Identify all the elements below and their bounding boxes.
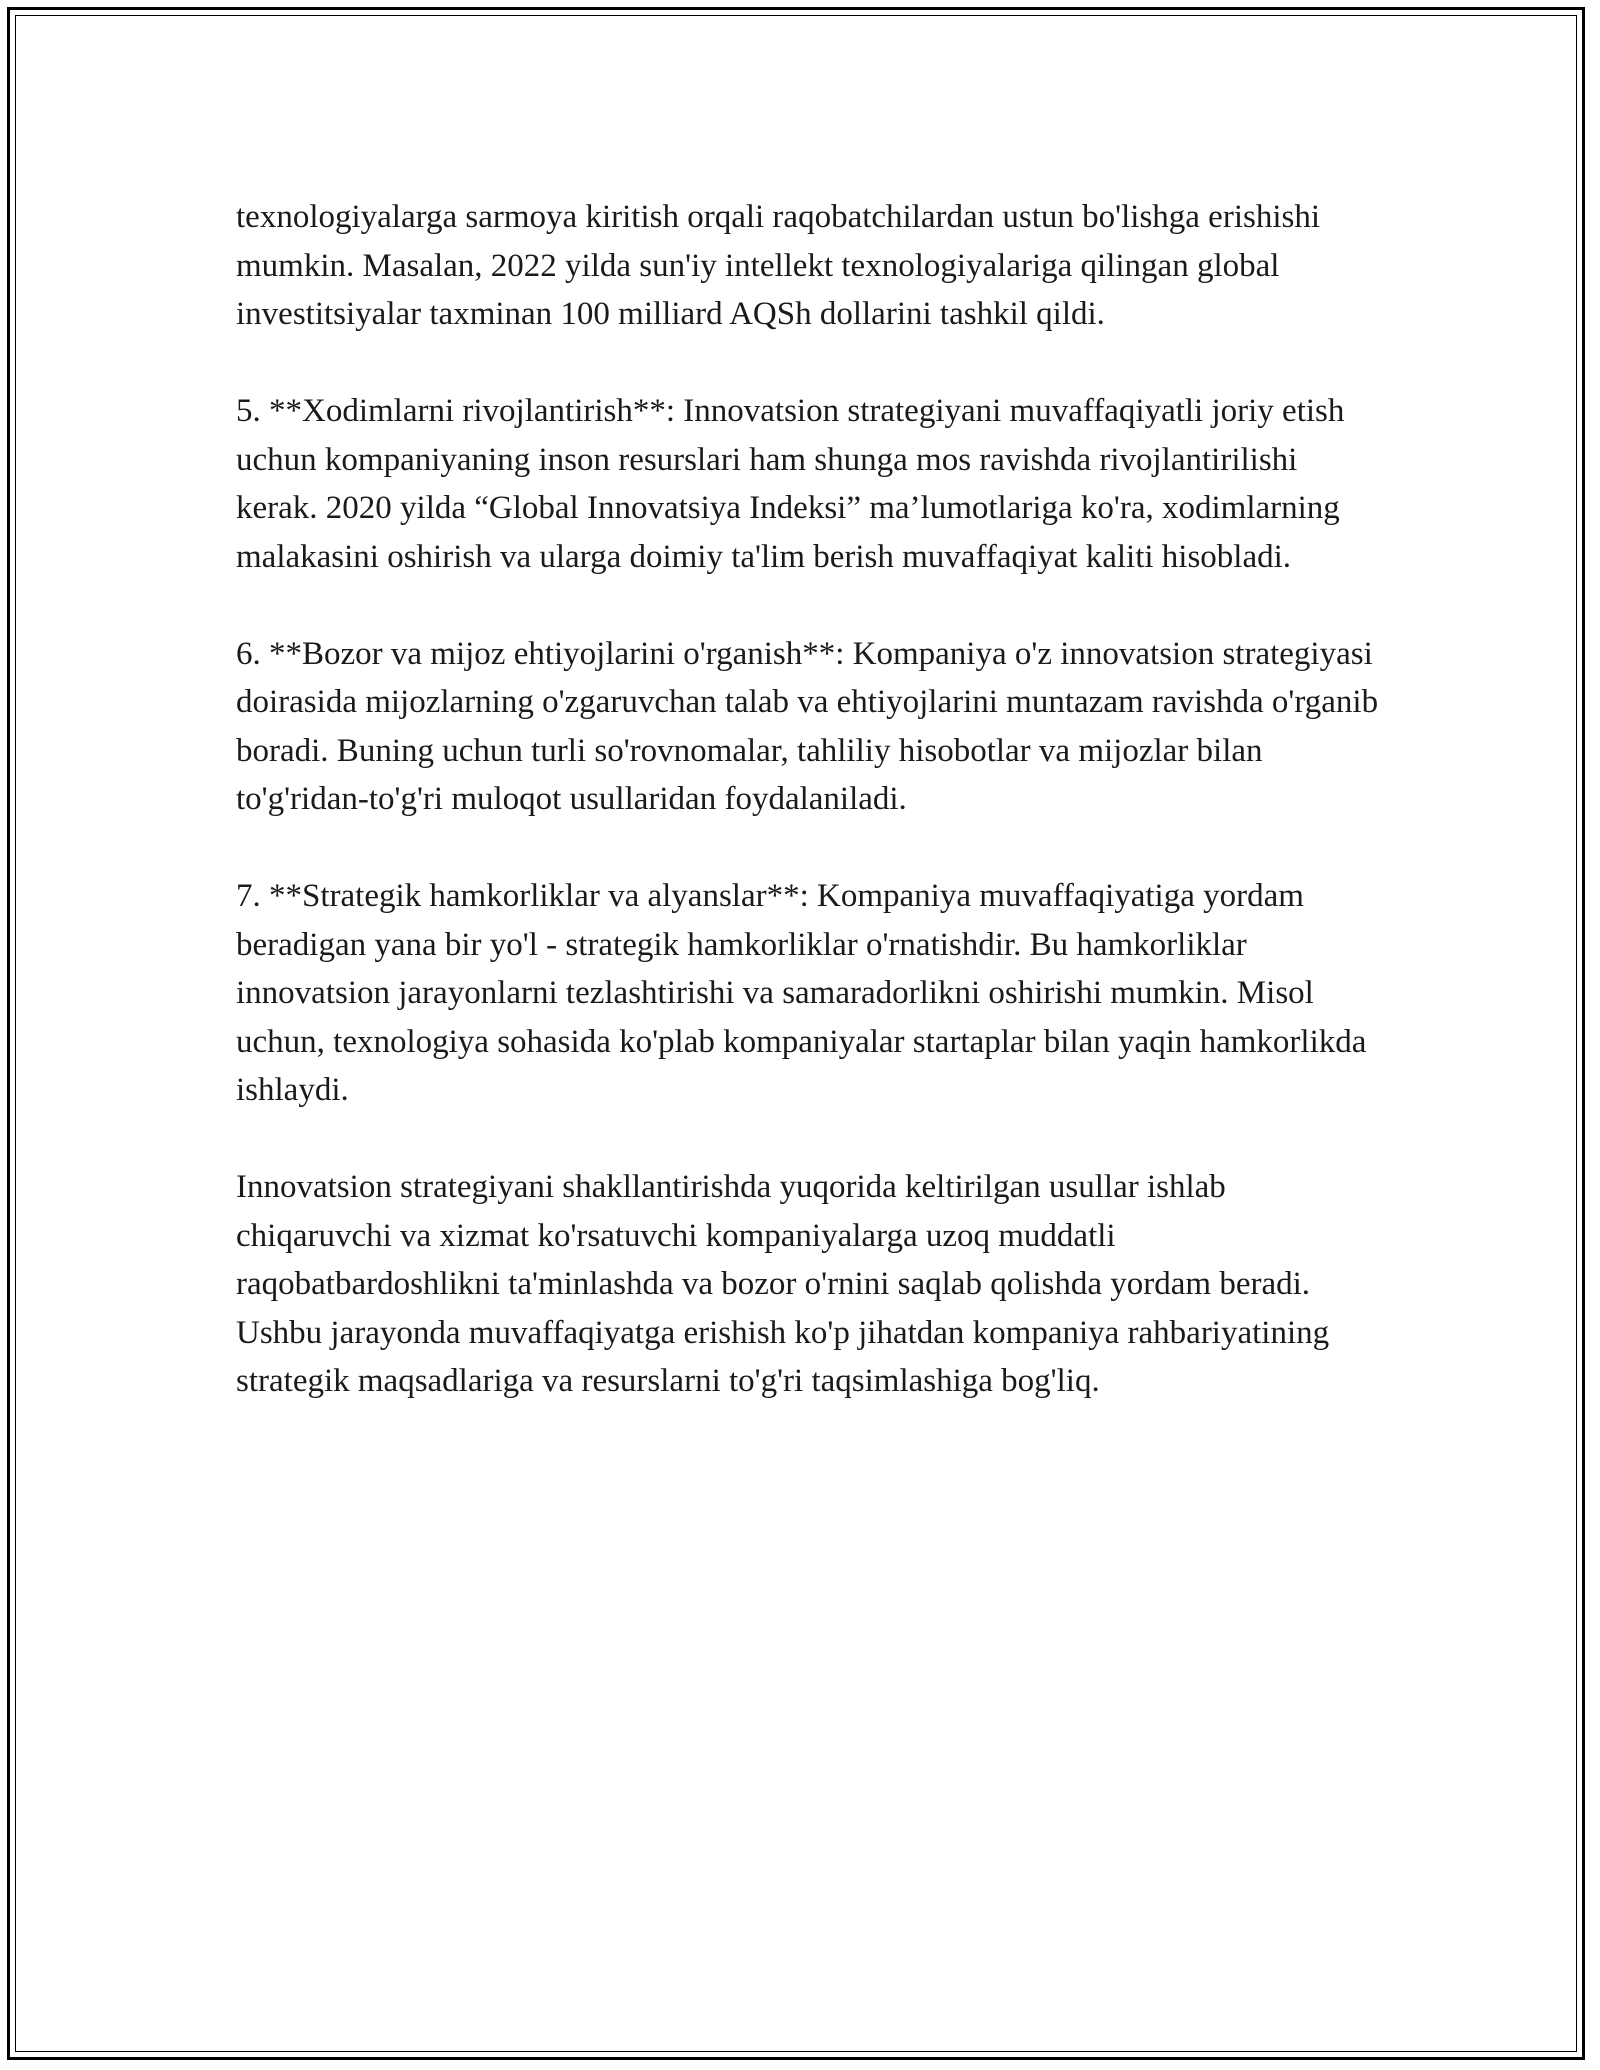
paragraph-item-5: 5. **Xodimlarni rivojlantirish**: Innovatsion strategiyani muvaffaqiyatli joriy etish uchun kompaniyaning inson resurslari ham shunga mos ravishda rivojlantirilishi kerak. 2020 yilda “Global Innovatsiya Indeksi” ma’lumotlariga ko'ra, xodimlarning malakasini oshirish va ularga doimiy ta'lim berish muvaffaqiyat kaliti hisobladi. [236,393,1345,575]
paragraph-intro-continuation: texnologiyalarga sarmoya kiritish orqali raqobatchilardan ustun bo'lishga erishishi mumkin. Masalan, 2022 yilda sun'iy intellekt texnologiyalariga qilingan global investitsiyalar taxminan 100 milliard AQSh dollarini tashkil qildi. [236,199,1321,332]
page-border-frame [7,7,1585,2060]
paragraph-item-7: 7. **Strategik hamkorliklar va alyanslar**: Kompaniya muvaffaqiyatiga yordam beradigan yana bir yo'l - strategik hamkorliklar o'rnatishdir. Bu hamkorliklar innovatsion jarayonlarni tezlashtirishi va samaradorlikni oshirishi mumkin. Misol uchun, texnologiya sohasida ko'plab kompaniyalar startaplar bilan yaqin hamkorlikda ishlaydi. [236,878,1367,1108]
paragraph-conclusion: Innovatsion strategiyani shakllantirishda yuqorida keltirilgan usullar ishlab chiqaruvchi va xizmat ko'rsatuvchi kompaniyalarga uzoq muddatli raqobatbardoshlikni ta'minlashda va bozor o'rnini saqlab qolishda yordam beradi. Ushbu jarayonda muvaffaqiyatga erishish ko'p jihatdan kompaniya rahbariyatining strategik maqsadlariga va resurslarni to'g'ri taqsimlashiga bog'liq. [236,1169,1330,1399]
document-body [236,193,1386,1406]
paragraph-item-6: 6. **Bozor va mijoz ehtiyojlarini o'rganish**: Kompaniya o'z innovatsion strategiyasi doirasida mijozlarning o'zgaruvchan talab va ehtiyojlarini muntazam ravishda o'rganib boradi. Buning uchun turli so'rovnomalar, tahliliy hisobotlar va mijozlar bilan to'g'ridan-to'g'ri muloqot usullaridan foydalaniladi. [236,635,1379,817]
